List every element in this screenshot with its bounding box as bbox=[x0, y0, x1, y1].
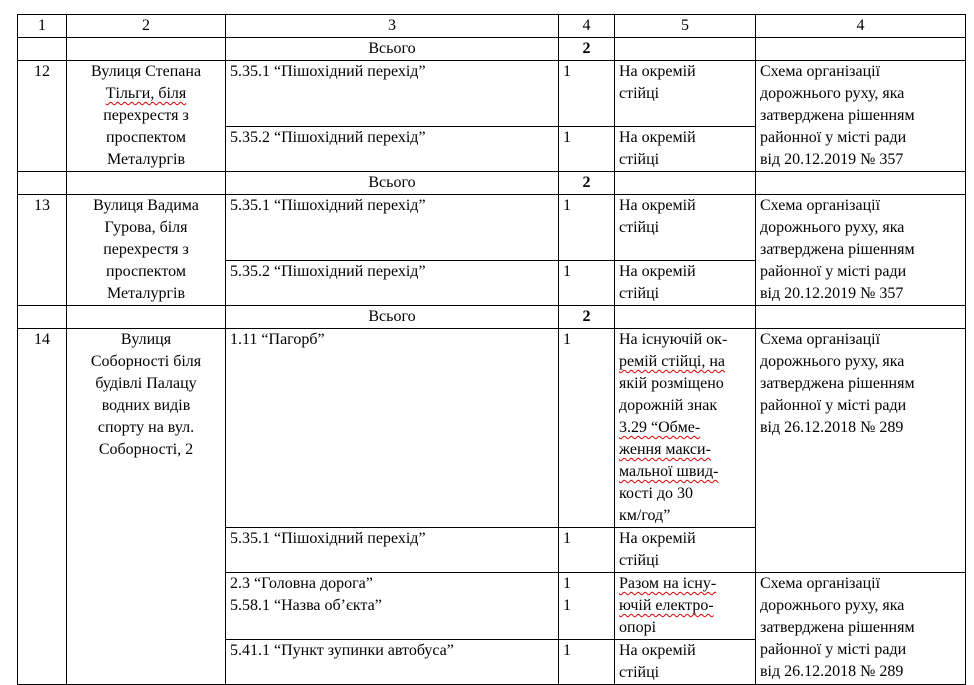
sign-qty: 1 bbox=[559, 528, 615, 573]
road-signs-table bbox=[17, 14, 966, 685]
sign-name: 5.35.1 “Пішохідний перехід” bbox=[226, 61, 559, 127]
location-cell: Вулиця Степана Тільги, біля перехрестя з проспектом Металургів bbox=[67, 61, 226, 172]
row-number: 14 bbox=[18, 329, 67, 685]
header-col-1: 1 bbox=[18, 15, 67, 38]
scheme-cell: Схема організації дорожнього руху, яка затверджена рішенням районної у місті ради від 26.12.2018 № 289 bbox=[756, 329, 966, 573]
scheme-cell: Схема організації дорожнього руху, яка затверджена рішенням районної у місті ради від 20.12.2019 № 357 bbox=[756, 195, 966, 306]
header-col-5: 5 bbox=[615, 15, 756, 38]
table-row bbox=[18, 61, 966, 127]
sign-qty: 1 1 bbox=[559, 573, 615, 640]
sign-placement: На окремій стійці bbox=[615, 195, 756, 261]
header-row bbox=[18, 15, 966, 38]
sign-qty: 1 bbox=[559, 329, 615, 528]
row-number: 13 bbox=[18, 195, 67, 306]
sign-qty: 1 bbox=[559, 61, 615, 127]
scheme-cell: Схема організації дорожнього руху, яка затверджена рішенням районної у місті ради від 26.12.2018 № 289 bbox=[756, 573, 966, 685]
sign-name: 5.35.2 “Пішохідний перехід” bbox=[226, 261, 559, 306]
sign-placement: На окремій стійці bbox=[615, 61, 756, 127]
sign-placement: На окремій стійці bbox=[615, 640, 756, 685]
sign-name: 5.35.1 “Пішохідний перехід” bbox=[226, 528, 559, 573]
sign-qty: 1 bbox=[559, 195, 615, 261]
sign-placement: На окремій стійці bbox=[615, 127, 756, 172]
total-label: Всього bbox=[226, 306, 559, 329]
sign-placement: На окремій стійці bbox=[615, 528, 756, 573]
total-value: 2 bbox=[559, 172, 615, 195]
sign-placement: На окремій стійці bbox=[615, 261, 756, 306]
sign-qty: 1 bbox=[559, 261, 615, 306]
table-row bbox=[18, 329, 966, 528]
sign-name: 5.41.1 “Пункт зупинки автобуса” bbox=[226, 640, 559, 685]
total-value: 2 bbox=[559, 306, 615, 329]
total-row bbox=[18, 38, 966, 61]
sign-placement: Разом на існу- ючій електро- опорі bbox=[615, 573, 756, 640]
sign-qty: 1 bbox=[559, 127, 615, 172]
sign-name: 1.11 “Пагорб” bbox=[226, 329, 559, 528]
total-row bbox=[18, 172, 966, 195]
header-col-6: 4 bbox=[756, 15, 966, 38]
total-value: 2 bbox=[559, 38, 615, 61]
sign-name: 5.35.1 “Пішохідний перехід” bbox=[226, 195, 559, 261]
location-cell: Вулиця Вадима Гурова, біля перехрестя з проспектом Металургів bbox=[67, 195, 226, 306]
sign-qty: 1 bbox=[559, 640, 615, 685]
table-row bbox=[18, 195, 966, 261]
scheme-cell: Схема організації дорожнього руху, яка затверджена рішенням районної у місті ради від 20.12.2019 № 357 bbox=[756, 61, 966, 172]
total-label: Всього bbox=[226, 38, 559, 61]
total-label: Всього bbox=[226, 172, 559, 195]
location-cell: Вулиця Соборності біля будівлі Палацу водних видів спорту на вул. Соборності, 2 bbox=[67, 329, 226, 685]
total-row bbox=[18, 306, 966, 329]
header-col-2: 2 bbox=[67, 15, 226, 38]
sign-name: 5.35.2 “Пішохідний перехід” bbox=[226, 127, 559, 172]
row-number: 12 bbox=[18, 61, 67, 172]
sign-placement: На існуючій ок- ремій стійці, на якій розміщено дорожній знак 3.29 “Обме- ження макси- мальної швид- кості до 30 км/год” bbox=[615, 329, 756, 528]
sign-name: 2.3 “Головна дорога” 5.58.1 “Назва об’єкта” bbox=[226, 573, 559, 640]
header-col-3: 3 bbox=[226, 15, 559, 38]
header-col-4: 4 bbox=[559, 15, 615, 38]
